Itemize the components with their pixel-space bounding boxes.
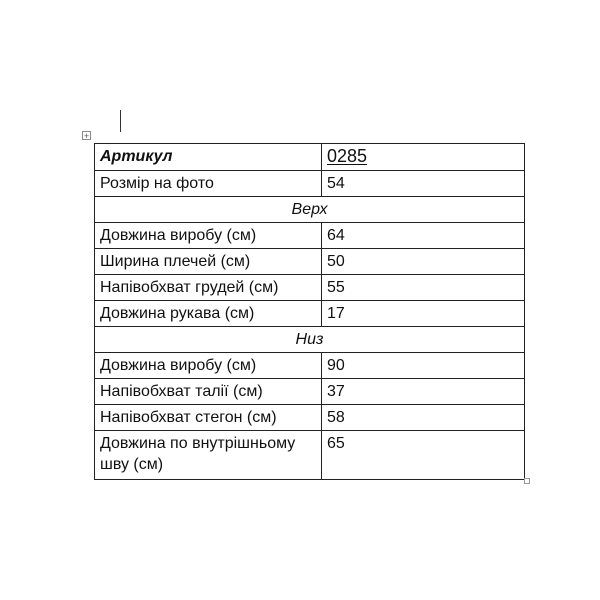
article-label: Артикул xyxy=(95,144,322,171)
table-row xyxy=(95,405,525,431)
measure-value[interactable]: 55 xyxy=(322,275,525,301)
article-value-cell[interactable] xyxy=(322,144,525,171)
measure-value[interactable]: 64 xyxy=(322,223,525,249)
text-cursor xyxy=(120,110,121,132)
measure-label: Ширина плечей (см) xyxy=(95,249,322,275)
table-row xyxy=(95,275,525,301)
measure-value[interactable]: 17 xyxy=(322,301,525,327)
table-row-article xyxy=(95,144,525,171)
article-value: 0285 xyxy=(327,146,368,166)
table-row xyxy=(95,301,525,327)
measure-label: Напівобхват стегон (см) xyxy=(95,405,322,431)
table-row-section-top xyxy=(95,197,525,223)
table-row-section-bottom xyxy=(95,327,525,353)
section-heading-bottom: Низ xyxy=(95,327,525,353)
table-row xyxy=(95,249,525,275)
measure-value[interactable]: 90 xyxy=(322,353,525,379)
table-resize-handle[interactable] xyxy=(524,478,530,484)
table-row xyxy=(95,353,525,379)
measure-label: Довжина по внутрішньому шву (см) xyxy=(95,431,322,480)
measure-label: Довжина виробу (см) xyxy=(95,353,322,379)
table-row-size-on-photo xyxy=(95,171,525,197)
measure-value[interactable]: 65 xyxy=(322,431,525,480)
measure-label: Напівобхват грудей (см) xyxy=(95,275,322,301)
table-row xyxy=(95,223,525,249)
size-on-photo-value[interactable]: 54 xyxy=(322,171,525,197)
table-row xyxy=(95,379,525,405)
measure-label: Довжина виробу (см) xyxy=(95,223,322,249)
measure-value[interactable]: 50 xyxy=(322,249,525,275)
measure-label: Напівобхват талії (см) xyxy=(95,379,322,405)
section-heading-top: Верх xyxy=(95,197,525,223)
measure-value[interactable]: 37 xyxy=(322,379,525,405)
measure-label: Довжина рукава (см) xyxy=(95,301,322,327)
table-row xyxy=(95,431,525,480)
table-move-handle-icon[interactable]: + xyxy=(83,131,90,141)
measure-value[interactable]: 58 xyxy=(322,405,525,431)
size-spec-table xyxy=(94,143,525,480)
size-on-photo-label: Розмір на фото xyxy=(95,171,322,197)
